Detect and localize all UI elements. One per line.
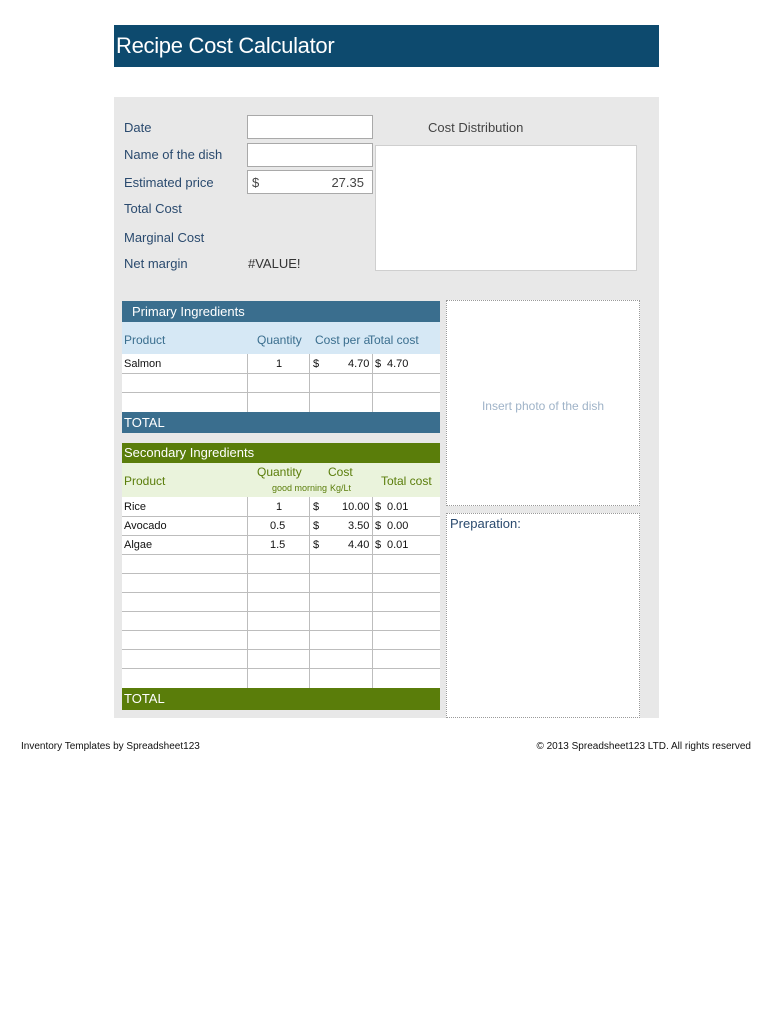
secondary-col-total: Total cost <box>381 474 432 488</box>
photo-placeholder-text: Insert photo of the dish <box>481 399 605 413</box>
dish-name-label: Name of the dish <box>124 147 223 162</box>
cost-cell: 4.40 <box>348 539 370 551</box>
date-input[interactable] <box>247 115 373 139</box>
total-cost-label: Total Cost <box>124 201 182 216</box>
secondary-ingredients-header: Secondary Ingredients <box>122 443 440 463</box>
cost-cell: 10.00 <box>342 501 370 513</box>
currency-cell: $ <box>375 520 382 532</box>
secondary-total-bar: TOTAL <box>122 688 440 710</box>
net-margin-label: Net margin <box>124 256 188 271</box>
product-cell: Salmon <box>124 358 162 370</box>
currency-cell: $ <box>375 539 382 551</box>
product-cell: Rice <box>124 501 147 513</box>
product-cell: Avocado <box>124 520 167 532</box>
preparation-label: Preparation: <box>450 516 521 531</box>
secondary-col-quantity-sub: good morning <box>272 483 328 493</box>
secondary-col-quantity: Quantity <box>257 465 302 479</box>
cost-distribution-chart <box>375 145 637 271</box>
quantity-cell: 1.5 <box>270 539 286 551</box>
net-margin-value: #VALUE! <box>248 256 301 271</box>
quantity-cell: 1 <box>276 501 283 513</box>
quantity-cell: 0.5 <box>270 520 286 532</box>
secondary-col-cost-sub: Kg/Lt <box>330 483 352 493</box>
price-currency: $ <box>252 175 260 190</box>
date-label: Date <box>124 120 152 135</box>
quantity-cell: 1 <box>276 358 283 370</box>
total-cell: 4.70 <box>387 358 409 370</box>
product-cell: Algae <box>124 539 153 551</box>
currency-cell: $ <box>375 358 382 370</box>
estimated-price-input[interactable] <box>247 170 373 194</box>
primary-col-total: Total cost <box>368 333 419 347</box>
footer-right: © 2013 Spreadsheet123 LTD. All rights reserved <box>536 741 751 752</box>
chart-title: Cost Distribution <box>428 120 524 135</box>
secondary-col-cost: Cost <box>328 465 353 479</box>
cost-cell: 3.50 <box>348 520 370 532</box>
footer-left: Inventory Templates by Spreadsheet123 <box>21 741 200 752</box>
total-cell: 0.01 <box>387 501 409 513</box>
dish-name-input[interactable] <box>247 143 373 167</box>
currency-cell: $ <box>313 520 320 532</box>
dish-photo-placeholder[interactable] <box>446 300 640 506</box>
primary-total-bar: TOTAL <box>122 412 440 433</box>
preparation-box[interactable] <box>446 513 640 718</box>
primary-table-body <box>122 354 440 412</box>
primary-ingredients-header: Primary Ingredients <box>122 301 440 322</box>
currency-cell: $ <box>375 501 382 513</box>
cost-cell: 4.70 <box>348 358 370 370</box>
total-cell: 0.01 <box>387 539 409 551</box>
currency-cell: $ <box>313 539 320 551</box>
marginal-cost-label: Marginal Cost <box>124 230 205 245</box>
primary-col-cost: Cost per a <box>315 333 371 347</box>
total-cell: 0.00 <box>387 520 409 532</box>
page-title: Recipe Cost Calculator <box>116 33 335 58</box>
price-value: 27.35 <box>331 175 364 190</box>
secondary-col-product: Product <box>124 474 166 488</box>
currency-cell: $ <box>313 501 320 513</box>
estimated-price-label: Estimated price <box>124 175 214 190</box>
primary-col-quantity: Quantity <box>257 333 302 347</box>
secondary-table-body <box>122 497 440 688</box>
currency-cell: $ <box>313 358 320 370</box>
primary-col-product: Product <box>124 333 166 347</box>
